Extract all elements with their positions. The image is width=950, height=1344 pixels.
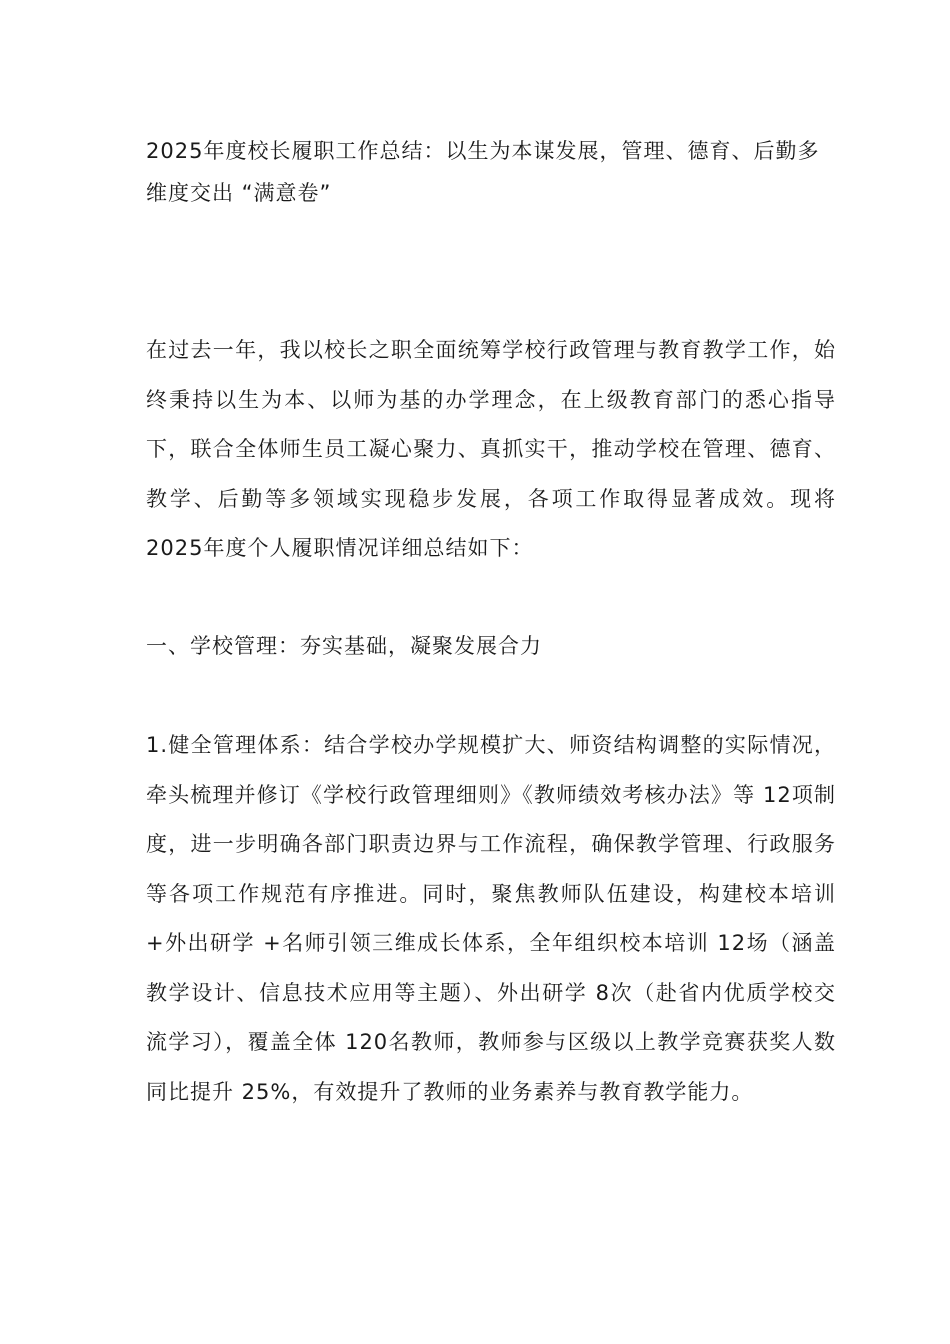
- document-body: [146, 130, 836, 1117]
- document-title: 2025年度校长履职工作总结：以生为本谋发展，管理、德育、后勤多维度交出 “满意卷”: [146, 139, 820, 205]
- intro-paragraph: 在过去一年，我以校长之职全面统筹学校行政管理与教育教学工作，始终秉持以生为本、以师为基的办学理念，在上级教育部门的悉心指导下，联合全体师生员工凝心聚力、真抓实干，推动学校在管理、德育、教学、后勤等多领域实现稳步发展，各项工作取得显著成效。现将 2025年度个人履职情况详细总结如下：: [146, 338, 836, 560]
- section-item-paragraph: 1.健全管理体系：结合学校办学规模扩大、师资结构调整的实际情况，牵头梳理并修订《学校行政管理细则》《教师绩效考核办法》等 12项制度，进一步明确各部门职责边界与工作流程，确保教学管理、行政服务等各项工作规范有序推进。同时，聚焦教师队伍建设，构建校本培训 +外出研学 +名师引领三维成长体系，全年组织校本培训 12场（涵盖教学设计、信息技术应用等主题）、外出研学 8次（赴省内优质学校交流学习），覆盖全体 120名教师，教师参与区级以上教学竞赛获奖人数同比提升 25%，有效提升了教师的业务素养与教育教学能力。: [146, 733, 836, 1104]
- section-heading: 一、学校管理：夯实基础，凝聚发展合力: [146, 633, 542, 658]
